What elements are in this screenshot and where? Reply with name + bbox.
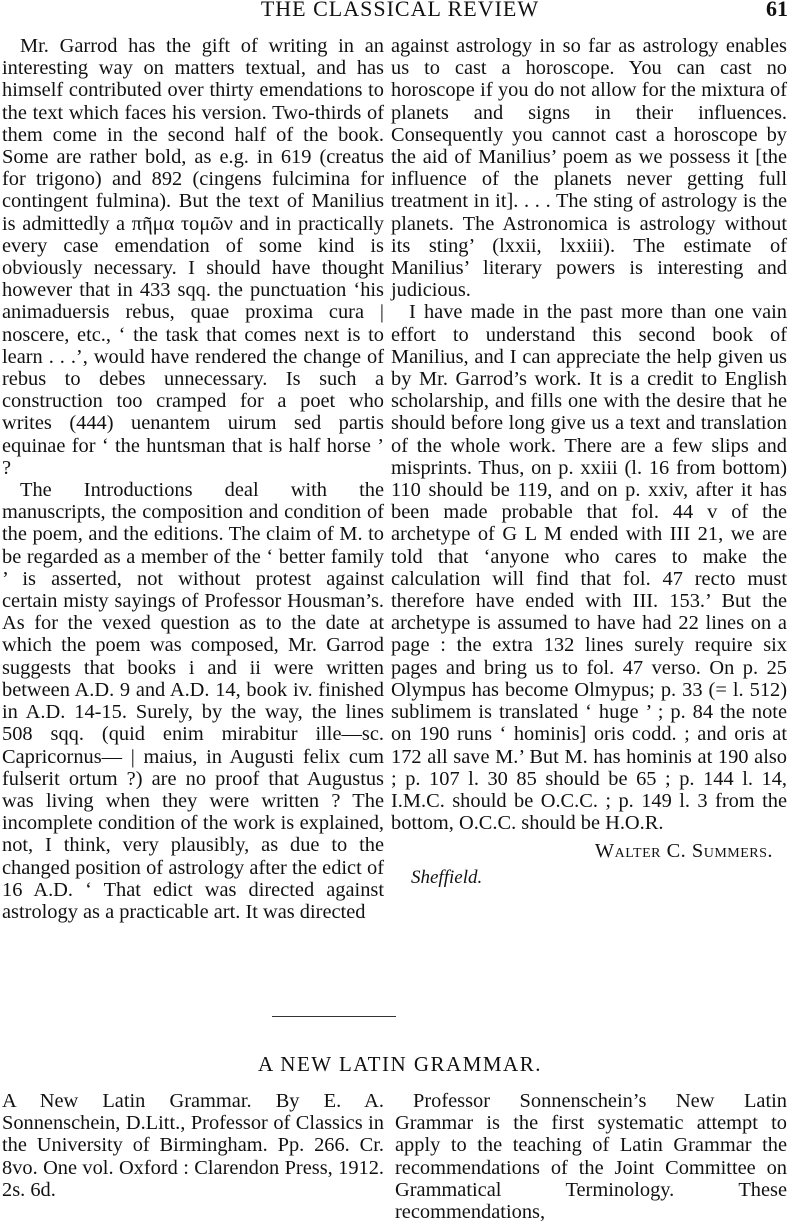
section-heading: A NEW LATIN GRAMMAR. — [258, 1052, 542, 1076]
review-paragraph-1: Mr. Garrod has the gift of writing in an interesting way on matters textual, and has himself contributed over thirty emendations to the text which faces his version. Two-thirds of them come in the second half of the book. Some are rather bold, as e.g. in 619 (creatus for trigono) and 892 (cingens fulcimina for contingent fulmina). But the text of Manilius is admittedly a πῆμα τομῶν and in practically every case emendation of some kind is obviously necessary. I should have thought however that in 433 sqq. the punctuation ‘his animaduersis rebus, quae proxima cura | noscere, etc., ‘ the task that comes next is to learn . . .’, would have rendered the change of rebus to debes unnecessary. Is such a construction too cramped for a poet who writes (444) uenantem uirum sed partis equinae for ‘ the huntsman that is half horse ’ ? — [2, 35, 384, 479]
review-opening: Professor Sonnenschein’s New Latin Grammar is the first systematic attempt to apply to the teaching of Latin Grammar the recommendations of the Joint Committee on Grammatical Terminology. These recommendations, — [395, 1090, 787, 1224]
review-paragraph-3: against astrology in so far as astrology enables us to cast a horoscope. You can cast no horoscope if you do not allow for the mixtura of planets and signs in their influences. Consequently you cannot cast a horoscope by the aid of Manilius’ poem as we possess it [the influence of the planets never getting full treatment in it]. . . . The sting of astrology is the planets. The Astronomica is astrology without its sting’ (lxxii, lxxiii). The estimate of Manilius’ literary powers is interesting and judicious. — [391, 35, 787, 302]
reviewer-signature: Walter C. Summers. — [594, 840, 773, 863]
review-paragraph-4: I have made in the past more than one vain effort to understand this second book of Manilius, and I can appreciate the help given us by Mr. Garrod’s work. It is a credit to English scholarship, and fills one with the desire that he should before long give us a text and translation of the whole work. There are a few slips and misprints. Thus, on p. xxiii (l. 16 from bottom) 110 should be 119, and on p. xxiv, after it has been made probable that fol. 44 v of the archetype of G L M ended with III 21, we are told that ‘anyone who cares to make the calculation will find that fol. 47 recto must therefore have ended with III. 153.’ But the archetype is assumed to have had 22 lines on a page : the extra 132 lines surely require six pages and bring us to fol. 47 verso. On p. 25 Olympus has become Olmypus; p. 33 (= l. 512) sublimem is translated ‘ huge ’ ; p. 84 the note on 190 runs ‘ hominis] oris codd. ; and oris at 172 all save M.’ But M. has hominis at 190 also ; p. 107 l. 30 85 should be 65 ; p. 144 l. 14, I.M.C. should be O.C.C. ; p. 149 l. 3 from the bottom, O.C.C. should be H.O.R. — [391, 301, 787, 835]
right-column — [391, 35, 787, 889]
book-citation: A New Latin Grammar. By E. A. Sonnenschein, D.Litt., Professor of Classics in the University of Birmingham. Pp. 266. Cr. 8vo. One vol. Oxford : Clarendon Press, 1912. 2s. 6d. — [2, 1090, 384, 1201]
section-divider — [272, 1016, 396, 1017]
review-paragraph-2: The Introductions deal with the manuscripts, the composition and condition of the poem, and the editions. The claim of M. to be regarded as a member of the ‘ better family ’ is asserted, not without protest against certain misty sayings of Professor Housman’s. As for the vexed question as to the date at which the poem was composed, Mr. Garrod suggests that books i and ii were written between A.D. 9 and A.D. 14, book iv. finished in A.D. 14-15. Surely, by the way, the lines 508 sqq. (quid enim mirabitur ille—sc. Capricornus— | maius, in Augusti felix cum fulserit ortum ?) are no proof that Augustus was living when they were written ? The incomplete condition of the work is explained, not, I think, very plausibly, as due to the changed position of astrology after the edict of 16 A.D. ‘ That edict was directed against astrology as a practicable art. It was directed — [2, 479, 384, 923]
running-header — [0, 0, 800, 20]
page-number: 61 — [766, 0, 788, 21]
reviewer-location: Sheffield. — [411, 866, 483, 888]
journal-title: THE CLASSICAL REVIEW — [260, 0, 540, 21]
left-column — [2, 35, 384, 923]
